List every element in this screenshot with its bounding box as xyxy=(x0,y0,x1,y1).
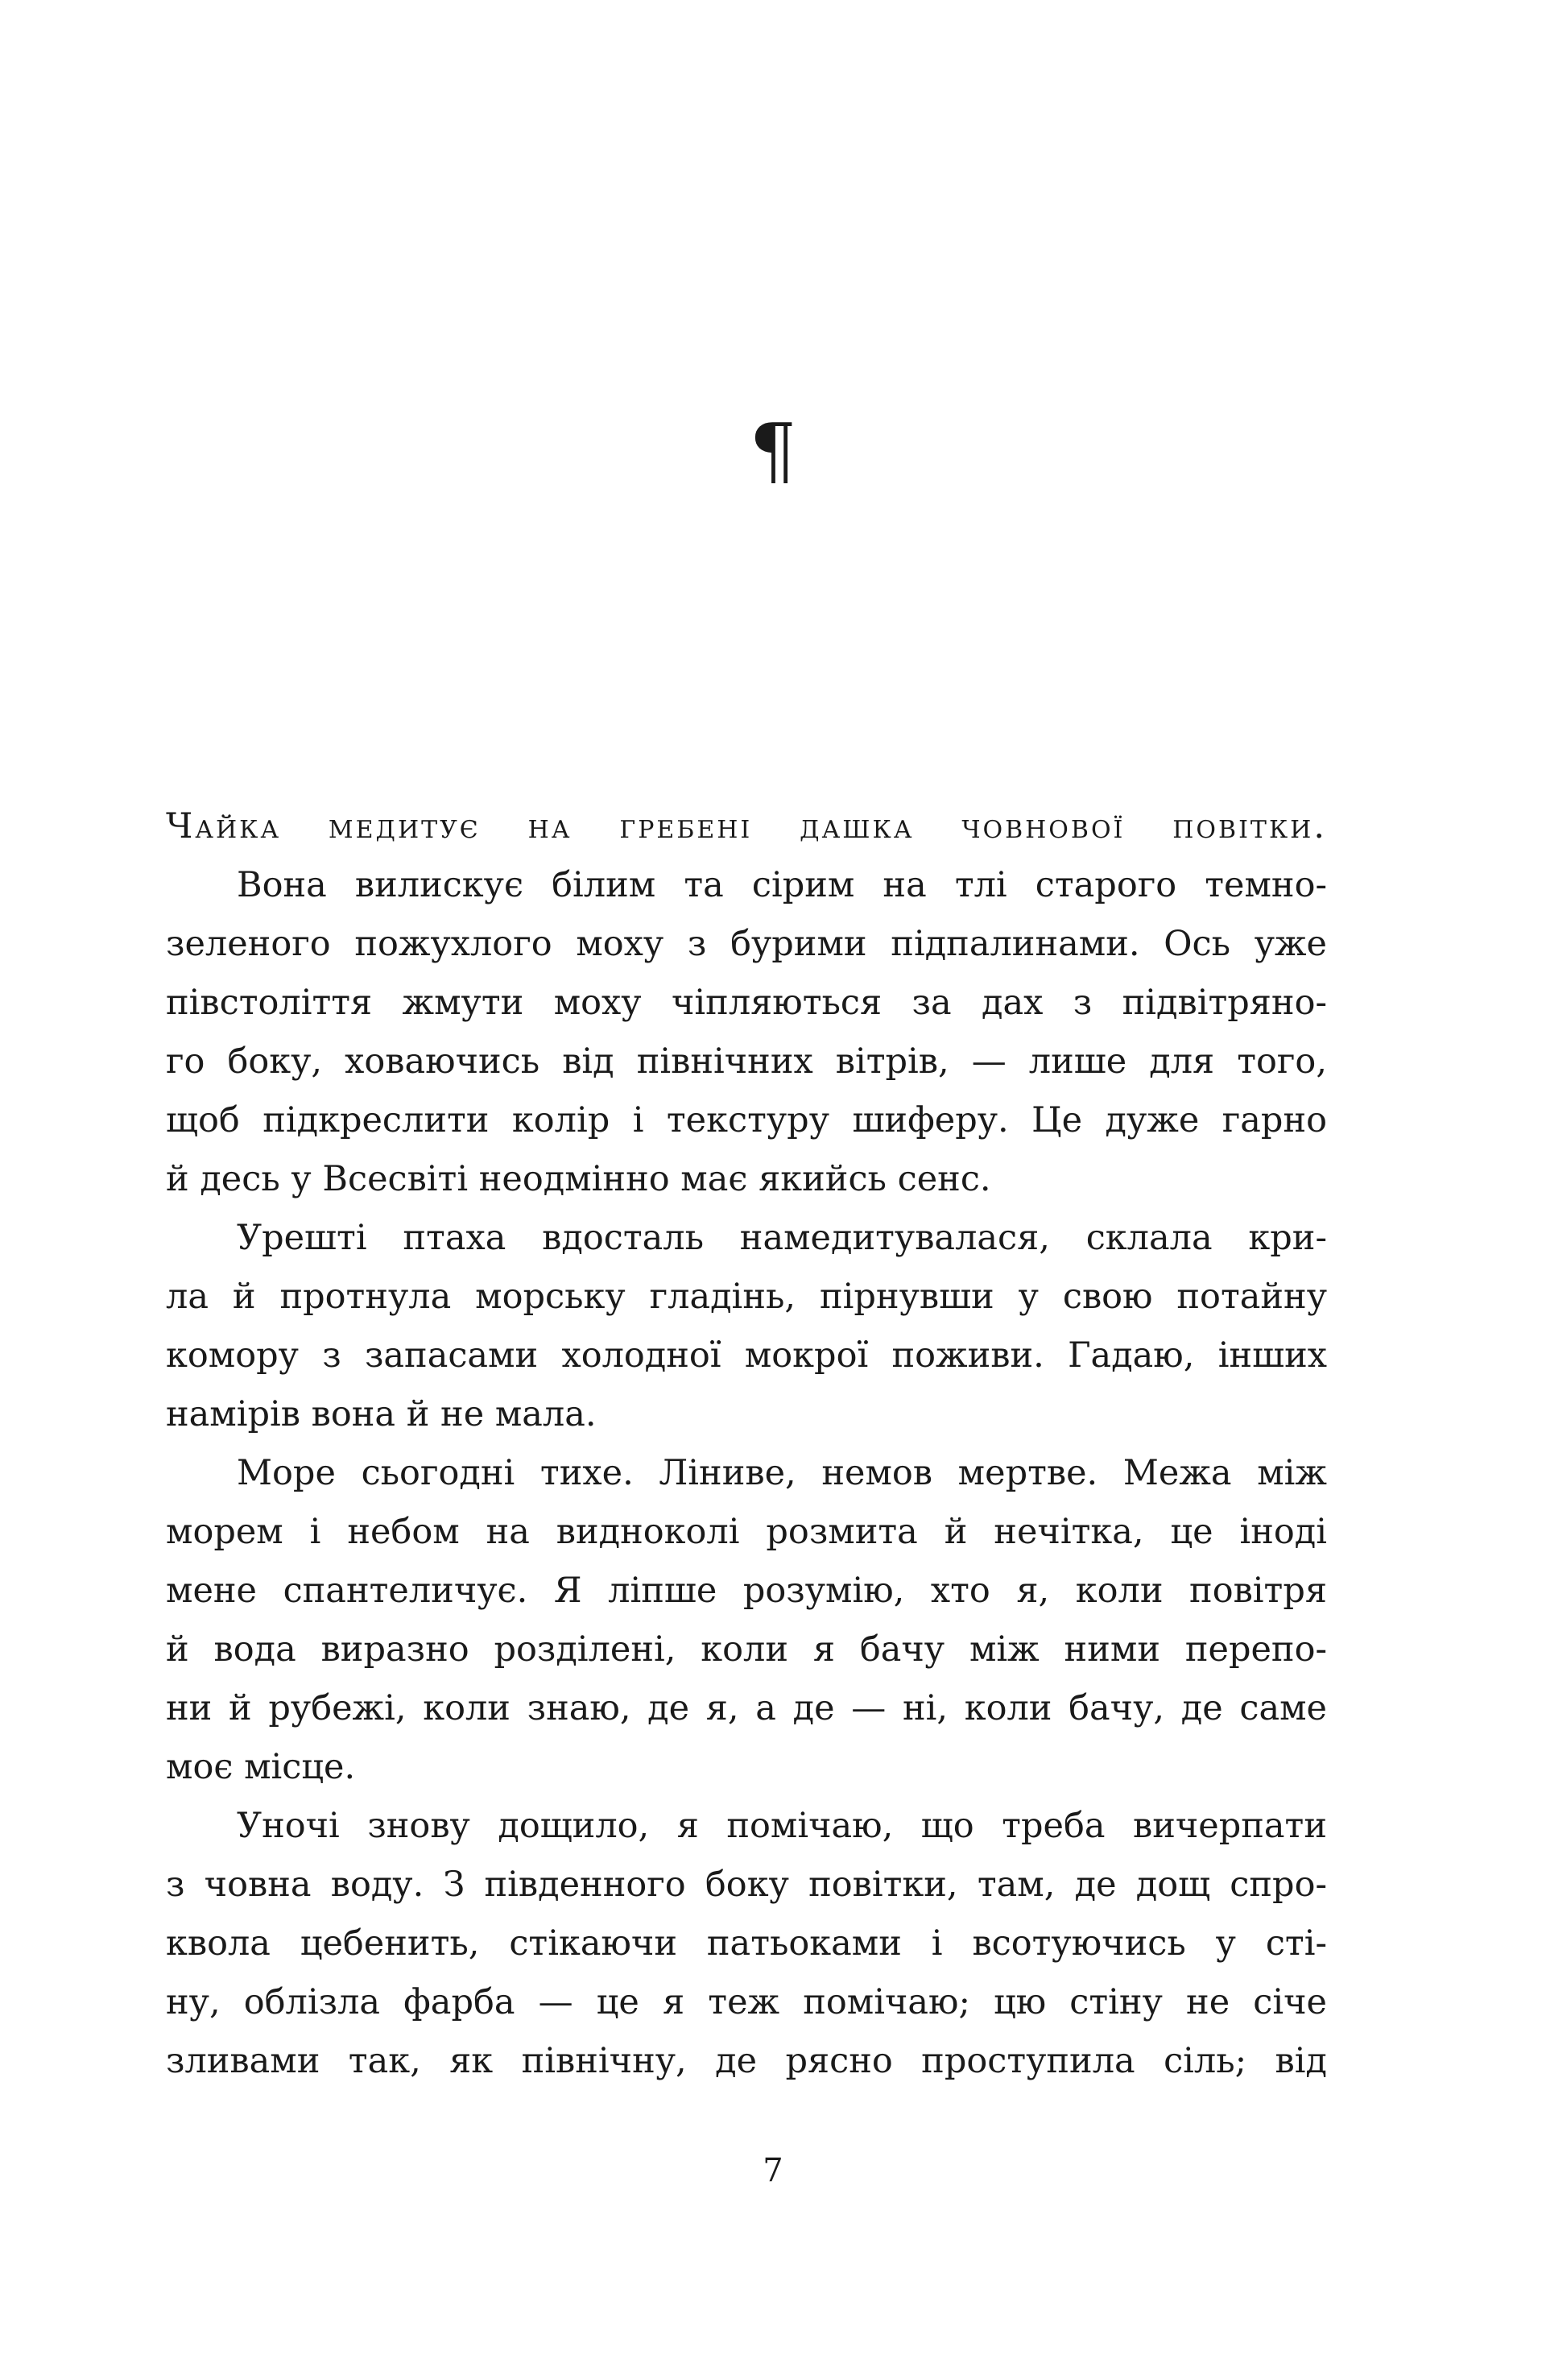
text-line: зливами так, як північну, де рясно проступила сіль; від xyxy=(166,2041,1327,2081)
pilcrow-ornament: ¶ xyxy=(749,408,797,494)
body-text xyxy=(166,797,1327,2091)
text-line: ни й рубежі, коли знаю, де я, а де — ні, коли бачу, де саме xyxy=(166,1688,1327,1728)
text-line: зеленого пожухлого моху з бурими підпалинами. Ось уже xyxy=(166,924,1327,964)
text-line-paragraph-end: намірів вона й не мала. xyxy=(166,1394,597,1434)
text-line-paragraph-end: й десь у Всесвіті неодмінно має якийсь сенс. xyxy=(166,1159,991,1199)
text-line: мене спантеличує. Я ліпше розумію, хто я, коли повітря xyxy=(166,1571,1327,1611)
text-line: морем і небом на видноколі розмита й нечітка, це іноді xyxy=(166,1512,1327,1552)
text-line: ну, облізла фарба — це я теж помічаю; цю стіну не січе xyxy=(166,1982,1327,2022)
text-line: комору з запасами холодної мокрої поживи. Гадаю, інших xyxy=(166,1335,1327,1376)
text-line: й вода виразно розділені, коли я бачу між ними перепо- xyxy=(166,1629,1327,1670)
text-line: го боку, ховаючись від північних вітрів, — лише для того, xyxy=(166,1041,1327,1082)
page-number: 7 xyxy=(763,2152,783,2189)
text-line: щоб підкреслити колір і текстуру шиферу. Це дуже гарно xyxy=(166,1100,1327,1140)
text-line: квола цебенить, стікаючи патьоками і всотуючись у сті- xyxy=(166,1923,1327,1964)
text-line: півстоліття жмути моху чіпляються за дах з підвітряно- xyxy=(166,983,1327,1023)
text-line: Урешті птаха вдосталь намедитувалася, склала кри- xyxy=(237,1218,1327,1258)
text-line: Вона вилискує білим та сірим на тлі старого темно- xyxy=(237,865,1327,905)
text-line-paragraph-end: моє місце. xyxy=(166,1747,356,1787)
text-line: ла й протнула морську гладінь, пірнувши у свою потайну xyxy=(166,1277,1327,1317)
text-line: Уночі знову дощило, я помічаю, що треба вичерпати xyxy=(237,1806,1327,1846)
text-line-opening: Чайка медитує на гребені дашка човнової повітки. xyxy=(166,806,1327,846)
text-line: Море сьогодні тихе. Ліниве, немов мертве. Межа між xyxy=(237,1453,1327,1493)
text-line: з човна воду. З південного боку повітки, там, де дощ спро- xyxy=(166,1865,1327,1905)
